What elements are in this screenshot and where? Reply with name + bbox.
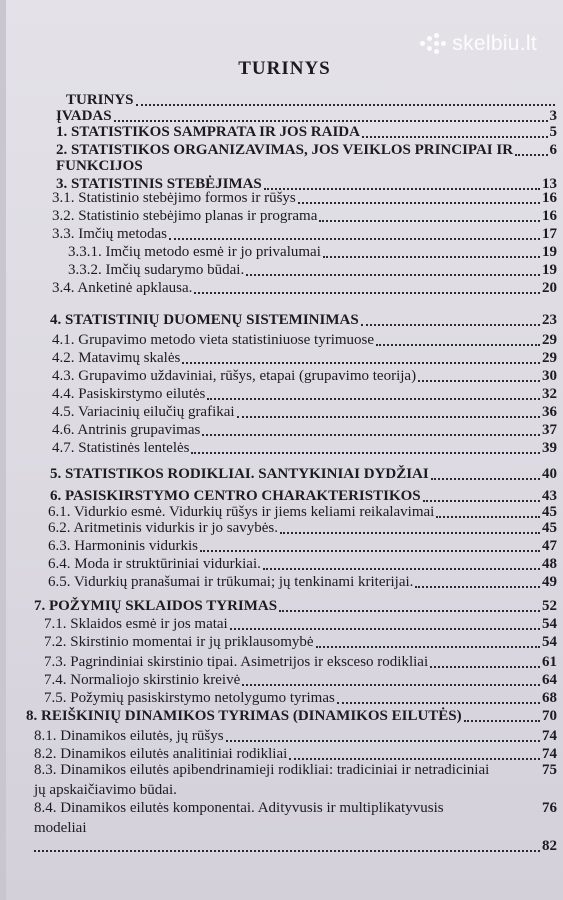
toc-page-number: 3 [549,108,557,124]
toc-entry-title: 7.5. Požymių pasiskirstymo netolygumo tyrimas [44,690,335,706]
toc-page-number: 74 [542,728,557,744]
toc-entry [34,800,557,817]
toc-entry-title: 8.3. Dinamikos eilutės apibendrinamieji rodikliai: tradiciniai ir netradiciniai [34,762,490,778]
toc-entry-title: 3.3.2. Imčių sudarymo būdai. [68,262,245,278]
toc-page-number: 16 [542,190,557,206]
toc-entry [52,190,557,207]
toc-entry-title: 3.4. Anketinė apklausa. [52,280,193,296]
toc-entry-title: 3. STATISTINIS STEBĖJIMAS [56,176,262,192]
toc-entry-title: 6. PASISKIRSTYMO CENTRO CHARAKTERISTIKOS [50,488,421,504]
toc-entry [34,746,557,763]
toc-page-number: 13 [542,176,557,192]
dot-leader [361,324,540,326]
dot-leader [280,532,540,534]
dot-leader [202,434,540,436]
toc-entry-title: 4.3. Grupavimo uždaviniai, rūšys, etapai (grupavimo teorija) [52,368,417,384]
toc-entry [56,142,557,159]
toc-page-number: 19 [542,244,557,260]
toc-page-number: 29 [542,350,557,366]
toc-entry [50,312,557,329]
book-page [6,0,563,900]
toc-entry-continuation: FUNKCIJOS [56,158,143,174]
toc-entry [50,466,557,483]
toc-entry-title: 8. REIŠKINIŲ DINAMIKOS TYRIMAS (DINAMIKOS EILUTĖS) [26,708,462,724]
toc-entry-title: 4.2. Matavimų skalės [52,350,181,366]
toc-entry [52,422,557,439]
toc-page-number: 75 [542,762,557,778]
toc-entry [48,504,557,521]
toc-entry-title: 7. POŽYMIŲ SKLAIDOS TYRIMAS [34,598,278,614]
toc-entry [56,108,557,125]
toc-entry [52,368,557,385]
toc-page-number: 52 [542,598,557,614]
dot-leader [182,362,540,364]
toc-entry-title: 3.3.1. Imčių metodo esmė ir jo privalumai [68,244,321,260]
dot-leader [242,684,540,686]
dot-leader [423,500,540,502]
toc-page-number: 70 [542,708,557,724]
dot-leader [237,416,540,418]
toc-entry [68,244,557,261]
toc-page-number: 32 [542,386,557,402]
toc-entry-title: 7.4. Normaliojo skirstinio kreivė [44,672,241,688]
toc-page-number: 64 [542,672,557,688]
dot-leader [430,666,540,668]
toc-entry [56,124,557,141]
dot-leader [464,720,540,722]
toc-entry [52,280,557,297]
dot-leader [279,610,540,612]
toc-page-number: 36 [542,404,557,420]
dot-leader [200,550,540,552]
toc-entry-title: 3.1. Statistinio stebėjimo formos ir rūšys [52,190,296,206]
toc-page-number: 45 [542,520,557,536]
toc-entry-continuation: jų apskaičiavimo būdai. [34,782,177,798]
toc-entry-title: 4.6. Antrinis grupavimas [52,422,201,438]
dot-leader [515,154,547,156]
toc-page-number: 40 [542,466,557,482]
toc-entry-title: 3.3. Imčių metodas [52,226,167,242]
table-of-contents [6,0,563,900]
toc-entry-title: ĮVADAS [56,108,112,124]
dot-leader [362,136,548,138]
dot-leader [230,628,540,630]
dot-leader [323,256,540,258]
toc-page-number: 20 [542,280,557,296]
toc-entry [66,92,557,109]
toc-page-number: 45 [542,504,557,520]
toc-page-number: 74 [542,746,557,762]
dot-leader [136,104,555,106]
toc-entry-title: 6.3. Harmoninis vidurkis [48,538,198,554]
toc-entry [48,520,557,537]
toc-entry-title: 3.2. Statistinio stebėjimo planas ir programa [52,208,318,224]
toc-entry [48,556,557,573]
toc-entry [50,488,557,505]
toc-entry-title: 4.7. Statistinės lentelės [52,440,190,456]
toc-entry-title: 7.1. Sklaidos esmė ir jos matai [44,616,228,632]
dot-leader [415,586,540,588]
dot-leader [191,452,540,454]
dot-leader [207,398,540,400]
dot-leader [298,202,540,204]
toc-entry [52,332,557,349]
dot-leader [246,274,540,276]
dot-leader [169,238,540,240]
dot-leader [319,220,540,222]
toc-entry-title: 4.5. Variacinių eilučių grafikai [52,404,235,420]
toc-page-number: 54 [542,634,557,650]
dot-leader [263,568,540,570]
toc-entry [44,634,557,651]
toc-entry [34,728,557,745]
toc-entry-title: 4.1. Grupavimo metodo vieta statistiniuose tyrimuose [52,332,375,348]
toc-entry-title: 6.2. Aritmetinis vidurkis ir jo savybės. [48,520,278,536]
dot-leader [194,292,540,294]
page-title: TURINYS [238,58,331,79]
toc-entry [68,262,557,279]
toc-page-number: 82 [542,838,557,854]
toc-entry-title: 7.3. Pagrindiniai skirstinio tipai. Asimetrijos ir eksceso rodikliai [44,654,429,670]
toc-entry-title: 5. STATISTIKOS RODIKLIAI. SANTYKINIAI DYDŽIAI [50,466,429,482]
toc-entry [44,654,557,671]
toc-page-number: 5 [549,124,557,140]
toc-entry-title: TURINYS [66,92,134,108]
toc-entry-title: 8.1. Dinamikos eilutės, jų rūšys [34,728,224,744]
toc-entry-title: 7.2. Skirstinio momentai ir jų priklausomybė [44,634,314,650]
dot-leader [418,380,540,382]
toc-page-number: 76 [542,800,557,816]
toc-entry-title: 8.2. Dinamikos eilutės analitiniai rodikliai [34,746,288,762]
toc-entry [52,440,557,457]
toc-page-number: 37 [542,422,557,438]
toc-entry-title: 8.4. Dinamikos eilutės komponentai. Adityvusis ir multiplikatyvusis [34,800,444,816]
toc-entry [52,226,557,243]
toc-entry-title: 6.4. Moda ir struktūriniai vidurkiai. [48,556,261,572]
toc-entry [44,690,557,707]
dot-leader [376,344,540,346]
toc-entry [52,208,557,225]
toc-page-number: 30 [542,368,557,384]
dot-leader [226,740,540,742]
dot-leader [436,516,540,518]
dot-leader [316,646,540,648]
toc-entry-title: 1. STATISTIKOS SAMPRATA IR JOS RAIDA [56,124,360,140]
toc-entry [34,762,557,779]
toc-page-number: 17 [542,226,557,242]
toc-page-number: 19 [542,262,557,278]
toc-page-number: 54 [542,616,557,632]
toc-entry [48,538,557,555]
toc-entry-continuation: modeliai [34,820,87,836]
toc-entry-title: 4. STATISTINIŲ DUOMENŲ SISTEMINIMAS [50,312,359,328]
watermark-text: skelbiu.lt [452,32,537,55]
toc-page-number: 29 [542,332,557,348]
toc-entry [26,708,557,725]
toc-entry-title: 4.4. Pasiskirstymo eilutės [52,386,206,402]
toc-page-number: 6 [549,142,557,158]
toc-entry [44,672,557,689]
toc-entry [52,350,557,367]
toc-entry [52,404,557,421]
toc-entry [34,838,557,855]
toc-entry [34,598,557,615]
toc-page-number: 48 [542,556,557,572]
toc-page-number: 61 [542,654,557,670]
toc-page-number: 43 [542,488,557,504]
toc-page-number: 39 [542,440,557,456]
toc-entry [48,574,557,591]
toc-entry [44,616,557,633]
toc-page-number: 16 [542,208,557,224]
toc-page-number: 49 [542,574,557,590]
toc-page-number: 68 [542,690,557,706]
toc-page-number: 23 [542,312,557,328]
toc-entry-title: 6.1. Vidurkio esmė. Vidurkių rūšys ir jiems keliami reikalavimai [48,504,435,520]
toc-entry-title: 2. STATISTIKOS ORGANIZAVIMAS, JOS VEIKLOS PRINCIPAI IR [56,142,514,158]
dot-leader [431,478,540,480]
dot-leader [289,758,540,760]
dot-leader [114,120,548,122]
dot-leader [34,850,540,852]
toc-entry [52,386,557,403]
dot-leader [337,702,540,704]
toc-entry-title: 6.5. Vidurkių pranašumai ir trūkumai; jų tenkinami kriterijai. [48,574,414,590]
toc-page-number: 47 [542,538,557,554]
